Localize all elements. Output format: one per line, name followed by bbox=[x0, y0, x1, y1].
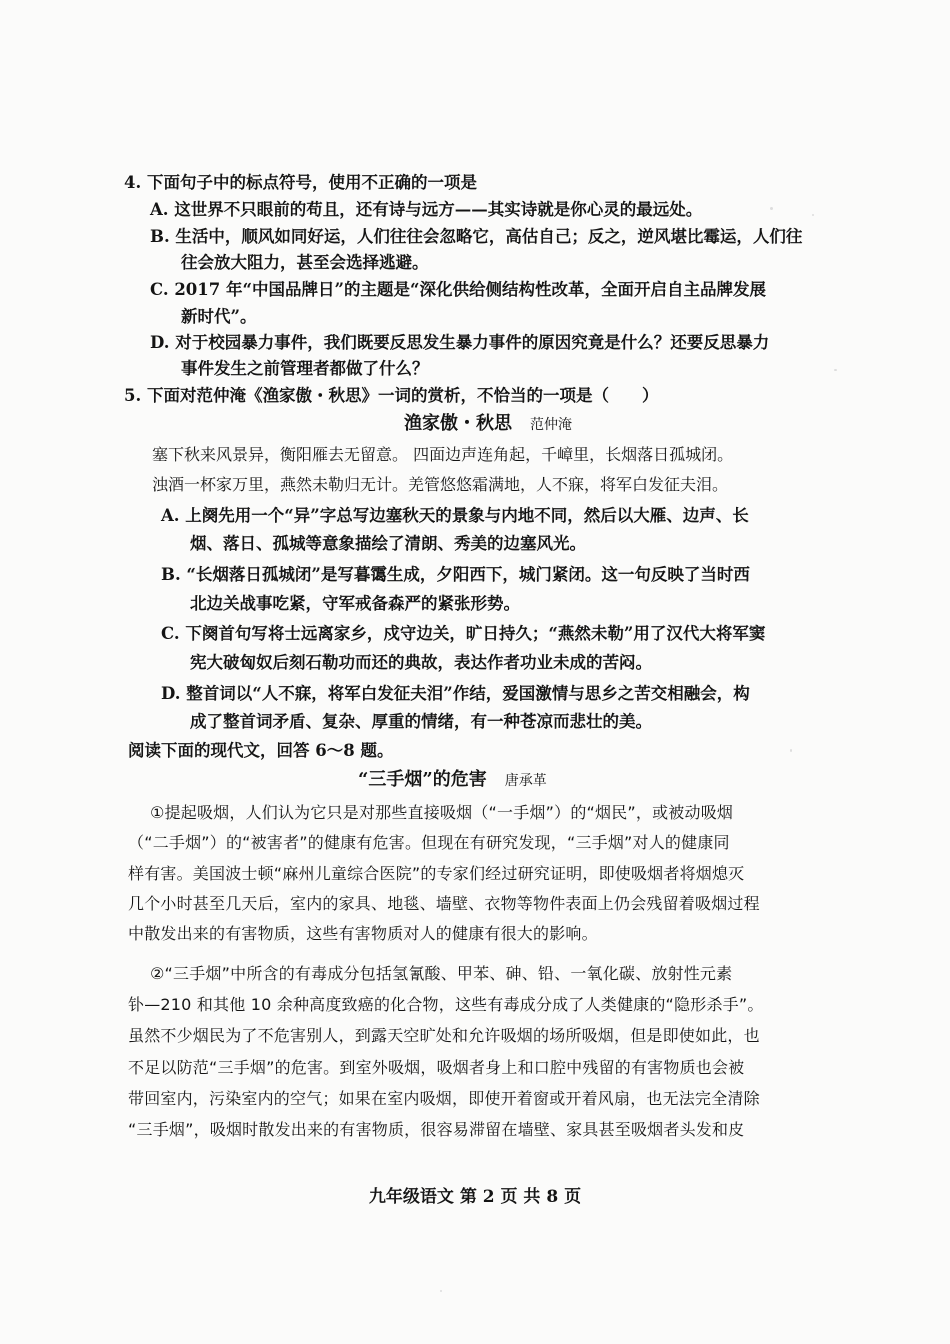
question-4-stem: 4. 下面句子中的标点符号，使用不正确的一项是 bbox=[124, 173, 477, 192]
q4-option-a: A. 这世界不只眼前的苟且，还有诗与远方——其实诗就是你心灵的最远处。 bbox=[150, 200, 703, 219]
paragraph-2-line-1: ②“三手烟”中所含的有毒成分包括氢氰酸、甲苯、砷、铅、一氧化碳、放射性元素 bbox=[150, 964, 733, 983]
paragraph-2-line-6: “三手烟”，吸烟时散发出来的有害物质，很容易滞留在墙壁、家具甚至吸烟者头发和皮 bbox=[128, 1120, 745, 1139]
paragraph-1-line-2: （“二手烟”）的“被害者”的健康有危害。但现在有研究发现，“三手烟”对人的健康同 bbox=[128, 833, 730, 852]
paragraph-2-line-4: 不足以防范“三手烟”的危害。到室外吸烟，吸烟者身上和口腔中残留的有害物质也会被 bbox=[128, 1058, 745, 1077]
scan-speck bbox=[770, 207, 773, 210]
q4-option-c-line2: 新时代”。 bbox=[181, 307, 257, 326]
poem-title: 渔家傲・秋思 bbox=[404, 413, 512, 434]
q5-option-c-line1: C. 下阕首句写将士远离家乡，戍守边关，旷日持久；“燕然未勒”用了汉代大将军窦 bbox=[161, 624, 766, 643]
q4-option-d-line2: 事件发生之前管理者都做了什么？ bbox=[181, 359, 429, 378]
scan-speck bbox=[790, 749, 792, 752]
q5-option-a-line1: A. 上阕先用一个“异”字总写边塞秋天的景象与内地不同，然后以大雁、边声、长 bbox=[161, 506, 749, 525]
scan-speck bbox=[834, 369, 837, 371]
q4-option-c-line1: C. 2017 年“中国品牌日”的主题是“深化供给侧结构性改革，全面开启自主品牌发展 bbox=[150, 280, 766, 299]
poem-line-1: 塞下秋来风景异，衡阳雁去无留意。 四面边声连角起，千嶂里，长烟落日孤城闭。 bbox=[152, 445, 734, 464]
q4-option-d-line1: D. 对于校园暴力事件，我们既要反思发生暴力事件的原因究竟是什么？还要反思暴力 bbox=[150, 333, 770, 352]
scan-speck bbox=[812, 214, 814, 216]
paragraph-1-line-3: 样有害。美国波士顿“麻州儿童综合医院”的专家们经过研究证明，即使吸烟者将烟熄灭 bbox=[128, 864, 745, 883]
poem-title-row bbox=[404, 413, 572, 436]
poem-line-2: 浊酒一杯家万里，燕然未勒归无计。羌管悠悠霜满地，人不寐，将军白发征夫泪。 bbox=[152, 475, 729, 494]
q4-option-b-line1: B. 生活中，顺风如同好运，人们往往会忽略它，高估自己；反之，逆风堪比霉运，人们往 bbox=[150, 227, 803, 246]
q5-option-b-line1: B. “长烟落日孤城闭”是写暮霭生成，夕阳西下，城门紧闭。这一句反映了当时西 bbox=[161, 565, 750, 584]
paragraph-2-line-3: 虽然不少烟民为了不危害别人，到露天空旷处和允许吸烟的场所吸烟，但是即使如此，也 bbox=[128, 1026, 760, 1045]
passage-author: 唐承革 bbox=[504, 773, 547, 789]
q5-option-a-line2: 烟、落日、孤城等意象描绘了清朗、秀美的边塞风光。 bbox=[190, 534, 586, 553]
q5-option-d-line2: 成了整首词矛盾、复杂、厚重的情绪，有一种苍凉而悲壮的美。 bbox=[190, 712, 652, 731]
poem-author: 范仲淹 bbox=[530, 417, 572, 433]
q4-option-b-line2: 往会放大阻力，甚至会选择逃避。 bbox=[181, 253, 429, 272]
q5-option-d-line1: D. 整首词以“人不寐，将军白发征夫泪”作结，爱国激情与思乡之苦交相融会，构 bbox=[161, 684, 750, 703]
paragraph-1-line-4: 几个小时甚至几天后，室内的家具、地毯、墙壁、衣物等物件表面上仍会残留着吸烟过程 bbox=[128, 894, 760, 913]
question-5-stem: 5. 下面对范仲淹《渔家傲・秋思》一词的赏析，不恰当的一项是（ ） bbox=[124, 386, 659, 405]
paragraph-2-line-5: 带回室内，污染室内的空气；如果在室内吸烟，即使开着窗或开着风扇，也无法完全清除 bbox=[128, 1089, 760, 1108]
q5-option-c-line2: 宪大破匈奴后刻石勒功而还的典故，表达作者功业未成的苦闷。 bbox=[190, 653, 652, 672]
page-footer: 九年级语文 第 2 页 共 8 页 bbox=[368, 1187, 582, 1207]
paragraph-1-line-1: ①提起吸烟，人们认为它只是对那些直接吸烟（“一手烟”）的“烟民”，或被动吸烟 bbox=[150, 803, 734, 822]
scan-speck bbox=[440, 1290, 442, 1292]
passage-title: “三手烟”的危害 bbox=[358, 769, 487, 790]
reading-instruction: 阅读下面的现代文，回答 6～8 题。 bbox=[128, 741, 394, 760]
paragraph-1-line-5: 中散发出来的有害物质，这些有害物质对人的健康有很大的影响。 bbox=[128, 924, 598, 943]
passage-title-row bbox=[358, 769, 547, 792]
paragraph-2-line-2: 钋—210 和其他 10 余种高度致癌的化合物，这些有毒成分成了人类健康的“隐形杀手”。 bbox=[128, 995, 764, 1014]
q5-option-b-line2: 北边关战事吃紧，守军戒备森严的紧张形势。 bbox=[190, 594, 520, 613]
